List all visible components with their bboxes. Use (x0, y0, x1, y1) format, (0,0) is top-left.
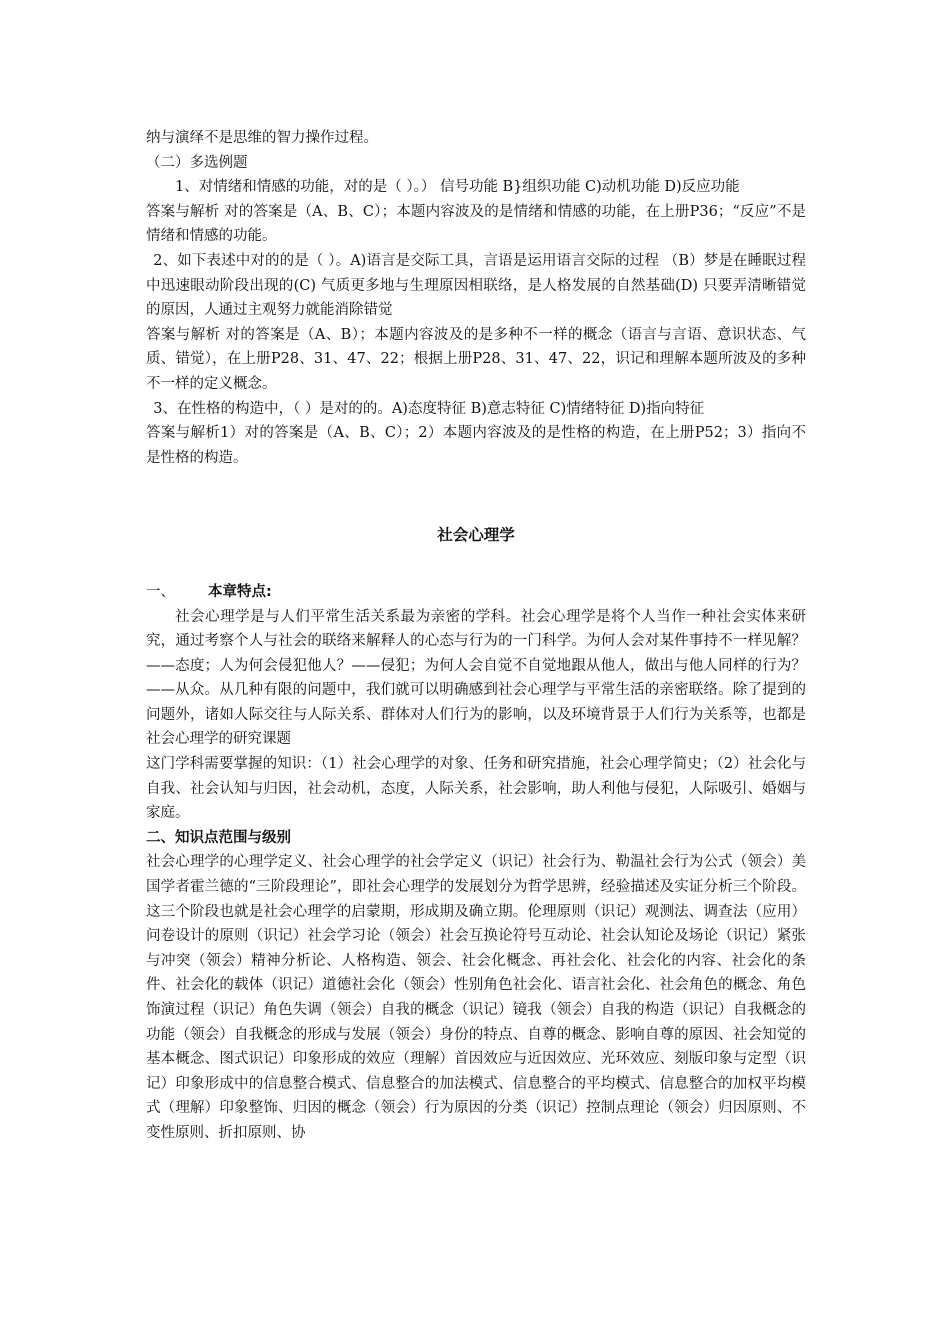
paragraph-knowledge-points: 社会心理学的心理学定义、社会心理学的社会学定义（识记）社会行为、勒温社会行为公式（领会）美国学者霍兰德的“三阶段理论”，即社会心理学的发展划分为哲学思辨，经验描述及实证分析三个阶段。这三个阶段也就是社会心理学的启蒙期，形成期及确立期。伦理原则（识记）观测法、调查法（应用）问卷设计的原则（识记）社会学习论（领会）社会互换论符号互动论、社会认知论及场论（识记）紧张与冲突（领会）精神分析论、人格构造、领会、社会化概念、再社会化、社会化的内容、社会化的条件、社会化的载体（识记）道德社会化（领会）性别角色社会化、语言社会化、社会角色的概念、角色饰演过程（识记）角色失调（领会）自我的概念（识记）镜我（领会）自我的构造（识记）自我概念的功能（领会）自我概念的形成与发展（领会）身份的特点、自尊的概念、影响自尊的原因、社会知觉的基本概念、图式识记）印象形成的效应（理解）首因效应与近因效应、光环效应、刻版印象与定型（识记）印象形成中的信息整合模式、信息整合的加法模式、信息整合的平均模式、信息整合的加权平均模式（理解）印象整饰、归因的概念（领会）行为原因的分类（识记）控制点理论（领会）归因原则、不变性原则、折扣原则、协 (146, 854, 806, 1141)
question-3: 3、在性格的构造中，（ ）是对的的。A)态度特征 B)意志特征 C)情绪特征 D)指向特征 (153, 400, 705, 417)
heading-chapter-features (146, 580, 806, 605)
question-1: 1、对情绪和情感的功能，对的是（ ）。） 信号功能 B}组织功能 C)动机功能 D)反应功能 (175, 179, 740, 196)
paragraph-knowledge: 这门学科需要掌握的知识：（1）社会心理学的对象、任务和研究措施，社会心理学简史；（2）社会化与自我、社会认知与归因，社会动机，态度，人际关系，社会影响，助人利他与侵犯，人际吸引、婚姻与家庭。 (146, 756, 806, 822)
answer-2: 答案与解析 对的答案是（A、B）；本题内容波及的是多种不一样的概念（语言与言语、意识状态、气质、错觉），在上册P28、31、47、22；根据上册P28、31、47、22，识记和理解本题所波及的多种不一样的定义概念。 (146, 326, 806, 392)
paragraph-continuation: 纳与演绎不是思维的智力操作过程。 (146, 130, 378, 146)
answer-3: 答案与解析1）对的答案是（A、B、C）；2）本题内容波及的是性格的构造，在上册P52；3）指向不是性格的构造。 (146, 425, 806, 466)
heading-knowledge-scope: 二、知识点范围与级别 (146, 829, 291, 846)
answer-1: 答案与解析 对的答案是（A、B、C）；本题内容波及的是情绪和情感的功能，在上册P36；“反应”不是情绪和情感的功能。 (146, 203, 806, 245)
subheading-multiple-choice: （二）多选例题 (146, 154, 248, 171)
paragraph-intro: 社会心理学是与人们平常生活关系最为亲密的学科。社会心理学是将个人当作一种社会实体来研究，通过考察个人与社会的联络来解释人的心态与行为的一门科学。为何人会对某件事持不一样见解？——态度；人为何会侵犯他人？——侵犯；为何人会自觉不自觉地跟从他人，做出与他人同样的行为？——从众。从几种有限的问题中，我们就可以明确感到社会心理学与平常生活的亲密联络。除了提到的问题外，诸如人际交往与人际关系、群体对人们行为的影响，以及环境背景于人们行为关系等，也都是社会心理学的研究课题 (146, 608, 806, 748)
section-title: 社会心理学 (437, 526, 515, 545)
document-page (146, 126, 806, 1146)
question-2: 2、如下表述中对的的是（ ）。A)语言是交际工具，言语是运用语言交际的过程 （B）梦是在睡眠过程中迅速眼动阶段出现的(C) 气质更多地与生理原因相联络，是人格发展的自然基础(D) 只要弄清晰错觉的原因，人通过主观努力就能消除错觉 (146, 252, 806, 319)
heading-text: 本章特点: (208, 583, 272, 600)
heading-number: 一、 (146, 583, 175, 600)
